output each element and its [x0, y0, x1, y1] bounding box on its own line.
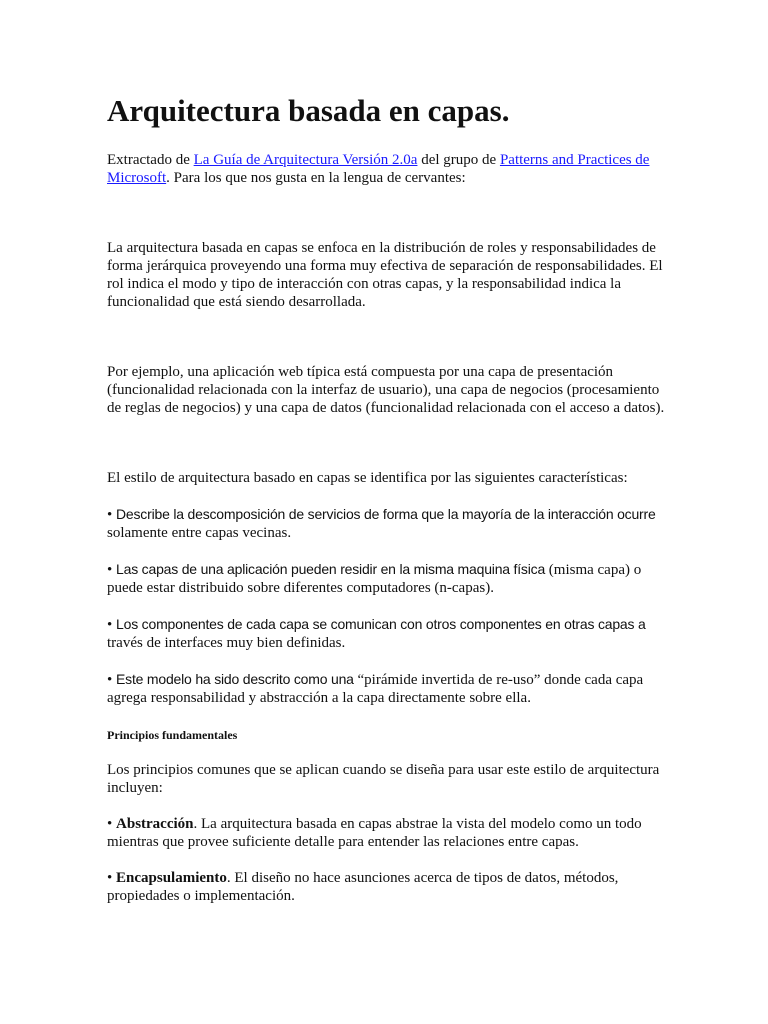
- principle-term: Encapsulamiento: [116, 870, 227, 886]
- intro-paragraph: [107, 151, 667, 187]
- bullet-marker: •: [107, 870, 117, 886]
- bullet-item: [107, 670, 667, 707]
- intro-prefix: Extractado de: [107, 152, 194, 168]
- bullet-text: (misma capa) o puede estar distribuido sobre diferentes computadores (n-capas).: [107, 562, 642, 596]
- bullet-text: “pirámide invertida de re-uso” donde cada capa agrega responsabilidad y abstracción a la capa directamente sobre ella.: [107, 672, 644, 706]
- document-content: [107, 92, 667, 905]
- bullet-marker: •: [107, 562, 117, 578]
- bullet-text-sans: Este modelo ha sido descrito como una: [116, 671, 354, 687]
- paragraph-characteristics: El estilo de arquitectura basado en capas se identifica por las siguientes características:: [107, 470, 628, 486]
- bullet-item: [107, 560, 667, 597]
- principle-text: . El diseño no hace asunciones acerca de tipos de datos, métodos, propiedades o implementación.: [107, 870, 619, 904]
- intro-suffix: . Para los que nos gusta en la lengua de cervantes:: [166, 170, 466, 186]
- principle-item: [107, 869, 667, 905]
- bullet-text: solamente entre capas vecinas.: [107, 525, 292, 541]
- bullet-text: través de interfaces muy bien definidas.: [107, 635, 346, 651]
- bullet-marker: •: [107, 507, 117, 523]
- principle-item: [107, 815, 667, 851]
- principle-text: . La arquitectura basada en capas abstrae la vista del modelo como un todo mientras que provee suficiente detalle para entender las relaciones entre capas.: [107, 816, 642, 850]
- bullet-item: [107, 505, 667, 542]
- intro-middle: del grupo de: [417, 152, 500, 168]
- bullet-item: [107, 615, 667, 652]
- paragraph-layers-definition: La arquitectura basada en capas se enfoca en la distribución de roles y responsabilidades de forma jerárquica proveyendo una forma muy efectiva de separación de responsabilidades. El rol indica el modo y tipo de interacción con otras capas, y la responsabilidad indica la funcionalidad que está siendo desarrollada.: [107, 240, 663, 310]
- bullet-text-sans: Los componentes de cada capa se comunican con otros componentes en otras capas a: [116, 616, 646, 632]
- bullet-text-sans: Las capas de una aplicación pueden residir en la misma maquina física: [116, 561, 546, 577]
- patterns-practices-link[interactable]: Patterns and Practices de Microsoft: [107, 152, 650, 186]
- bullet-marker: •: [107, 816, 117, 832]
- section-heading: Principios fundamentales: [107, 728, 238, 742]
- bullet-marker: •: [107, 617, 117, 633]
- bullet-marker: •: [107, 672, 117, 688]
- paragraph-principles-intro: Los principios comunes que se aplican cuando se diseña para usar este estilo de arquitectura incluyen:: [107, 762, 660, 796]
- architecture-guide-link[interactable]: La Guía de Arquitectura Versión 2.0a: [193, 152, 418, 168]
- bullet-text-sans: Describe la descomposición de servicios de forma que la mayoría de la interacción ocurre: [116, 506, 656, 522]
- page-title: Arquitectura basada en capas.: [107, 93, 510, 128]
- paragraph-web-example: Por ejemplo, una aplicación web típica está compuesta por una capa de presentación (funcionalidad relacionada con la interfaz de usuario), una capa de negocios (procesamiento de reglas de negocios) y una capa de datos (funcionalidad relacionada con el acceso a datos).: [107, 364, 665, 416]
- principle-term: Abstracción: [116, 816, 194, 832]
